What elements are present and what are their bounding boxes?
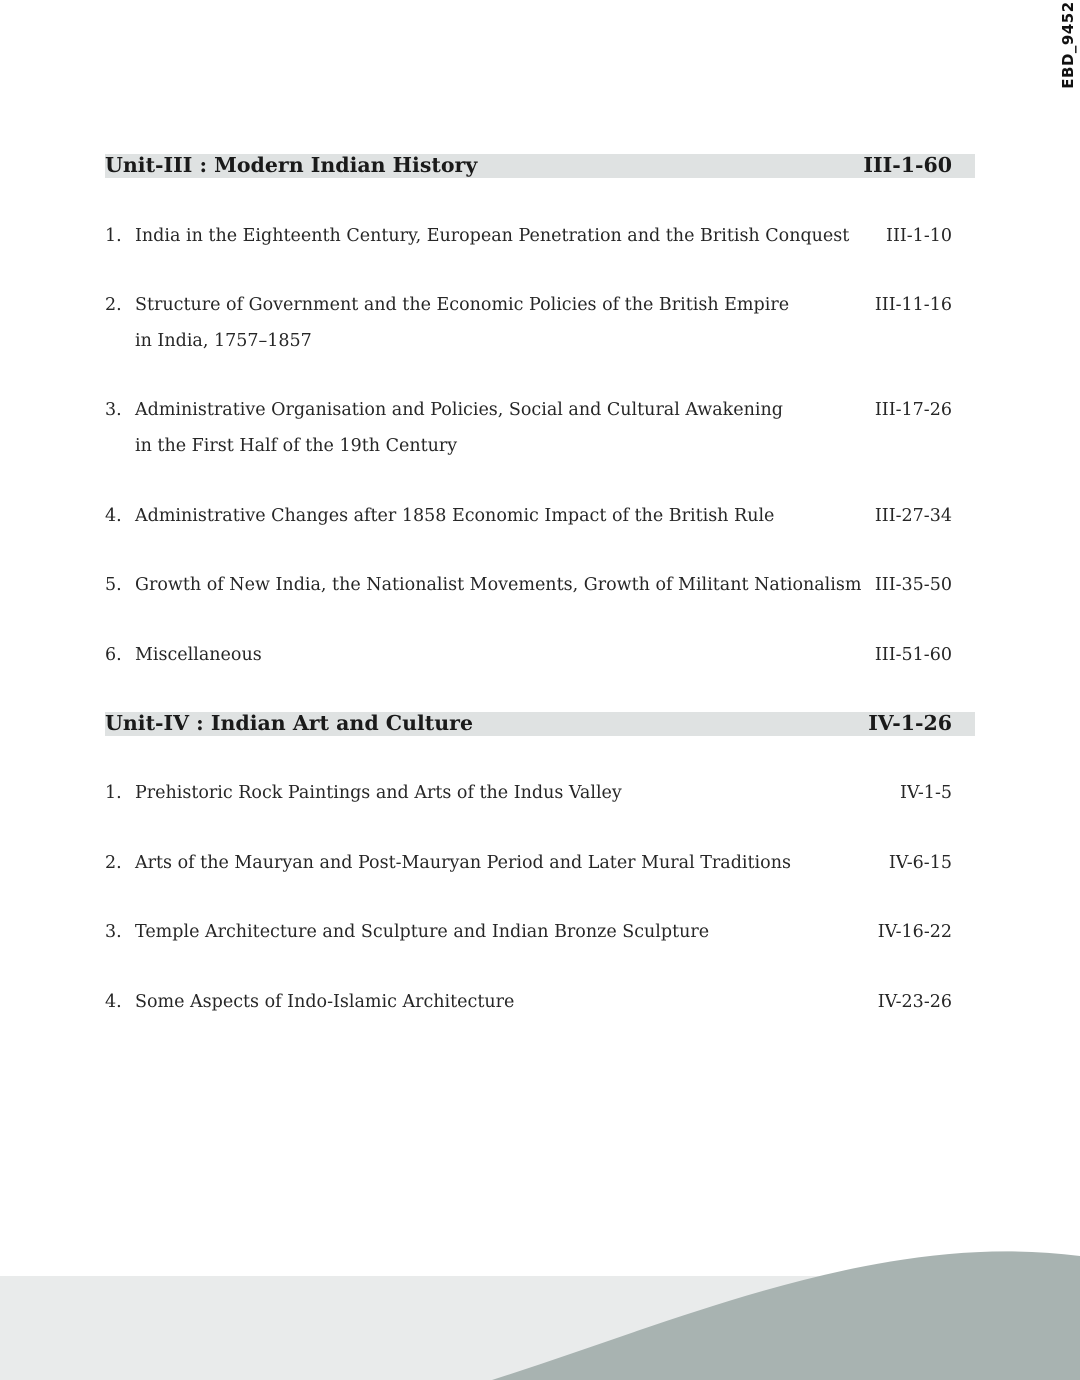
entry-number: 4. (105, 992, 122, 1012)
entry-page-range: III-51-60 (874, 645, 952, 665)
entry-page-range: IV-23-26 (877, 992, 952, 1012)
entry-title-line: Arts of the Mauryan and Post-Mauryan Period and Later Mural Traditions (135, 853, 791, 873)
entry-number: 6. (105, 645, 122, 665)
entry-title-line: Administrative Organisation and Policies, Social and Cultural Awakening (135, 400, 783, 420)
entry-title (135, 845, 865, 881)
unit-header-4 (105, 712, 975, 736)
entry-title (135, 498, 865, 534)
unit-page-range: III-1-60 (863, 153, 952, 177)
entry-number: 3. (105, 400, 122, 420)
entry-number: 2. (105, 295, 122, 315)
entry-number: 5. (105, 575, 122, 595)
footer-swoosh-graphic (0, 1240, 1080, 1380)
entry-title (135, 637, 865, 673)
entry-title (135, 218, 875, 254)
entry-title (135, 984, 865, 1020)
entry-title-line: in India, 1757–1857 (135, 331, 312, 351)
entry-title-line: India in the Eighteenth Century, European Penetration and the British Conquest (135, 226, 850, 246)
entry-page-range: IV-16-22 (877, 922, 952, 942)
entry-number: 2. (105, 853, 122, 873)
unit-title: Unit-III : Modern Indian History (105, 153, 478, 177)
unit-page-range: IV-1-26 (868, 711, 952, 735)
entry-number: 4. (105, 506, 122, 526)
document-code-text: EBD_9452 (1059, 1, 1077, 89)
entry-title (135, 775, 865, 811)
entry-number: 1. (105, 226, 122, 246)
entry-title (135, 567, 875, 603)
entry-page-range: III-1-10 (886, 226, 952, 246)
entry-number: 3. (105, 922, 122, 942)
unit-header-3 (105, 154, 975, 178)
entry-page-range: III-11-16 (874, 295, 952, 315)
entry-title-line: Miscellaneous (135, 645, 262, 665)
entry-page-range: IV-6-15 (888, 853, 952, 873)
entry-title-line: Prehistoric Rock Paintings and Arts of the Indus Valley (135, 783, 622, 803)
entry-page-range: III-27-34 (874, 506, 952, 526)
entry-page-range: IV-1-5 (899, 783, 952, 803)
entry-title-line: Some Aspects of Indo-Islamic Architecture (135, 992, 515, 1012)
entry-title-line: Temple Architecture and Sculpture and Indian Bronze Sculpture (135, 922, 710, 942)
entry-page-range: III-35-50 (874, 575, 952, 595)
unit-title: Unit-IV : Indian Art and Culture (105, 711, 474, 735)
entry-title-line: Structure of Government and the Economic Policies of the British Empire (135, 295, 790, 315)
entry-title-line: Administrative Changes after 1858 Economic Impact of the British Rule (135, 506, 775, 526)
entry-page-range: III-17-26 (874, 400, 952, 420)
entry-title-line: in the First Half of the 19th Century (135, 436, 458, 456)
entry-title-line: Growth of New India, the Nationalist Movements, Growth of Militant Nationalism (135, 575, 862, 595)
entry-title (135, 287, 865, 359)
entry-title (135, 914, 865, 950)
entry-title (135, 392, 865, 464)
document-code (1058, 0, 1078, 90)
entry-number: 1. (105, 783, 122, 803)
